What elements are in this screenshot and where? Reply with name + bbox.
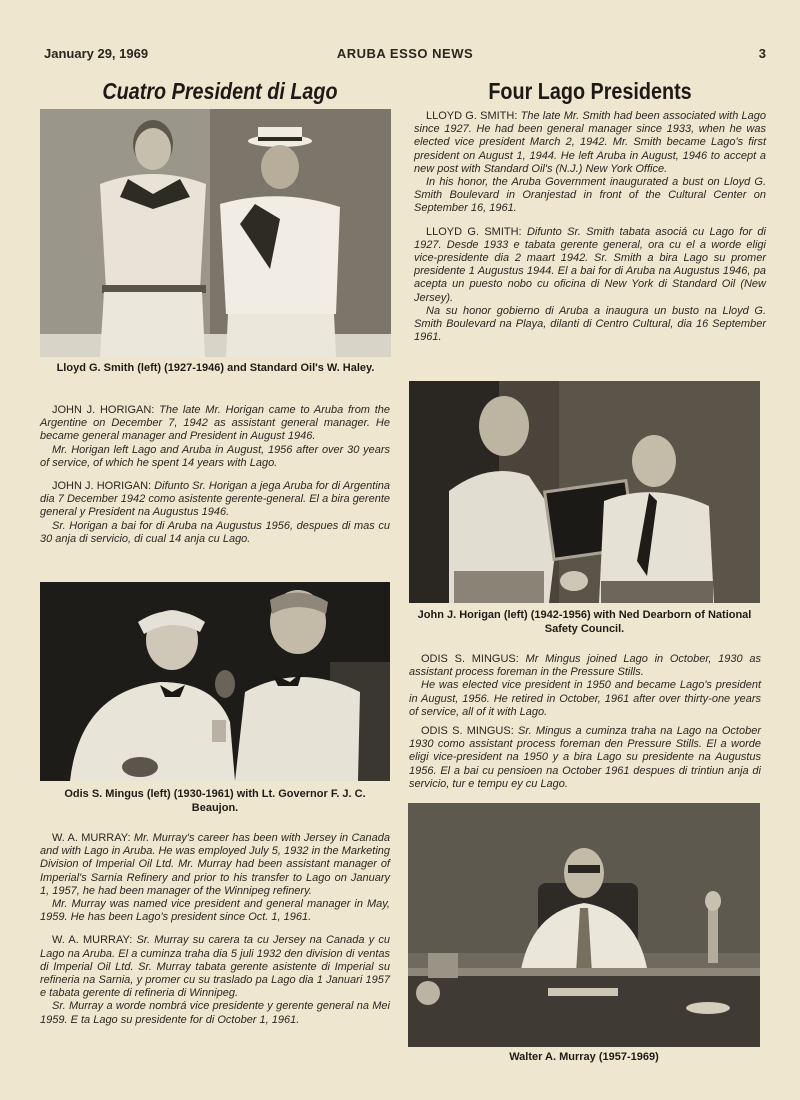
caption-horigan-dearborn: John J. Horigan (left) (1942-1956) with Ned Dearborn of National Safety Council. <box>417 609 752 635</box>
horigan-pap-p2: Sr. Horigan a bai for di Aruba na Augustus 1956, despues di mas cu 30 anja di servicio, di cual 14 anja cu Lago. <box>40 519 390 545</box>
mingus-pap-name: ODIS S. MINGUS: <box>421 725 514 738</box>
article-murray <box>40 832 390 1027</box>
article-smith <box>414 110 766 344</box>
headline-papiamento: Cuatro President di Lago <box>102 78 338 104</box>
horigan-en-p2: Mr. Horigan left Lago and Aruba in August, 1956 after over 30 years of service, of which he spent 14 years with Lago. <box>40 443 390 469</box>
mingus-en-p2: He was elected vice president in 1950 and became Lago's president in August, 1956. He retired in October, 1961 after over thirty-one years of service, all of it with Lago. <box>409 679 761 718</box>
article-mingus <box>409 653 761 791</box>
issue-date: January 29, 1969 <box>44 46 149 61</box>
murray-en-name: W. A. MURRAY: <box>52 832 131 844</box>
publication-title: ARUBA ESSO NEWS <box>336 46 474 61</box>
smith-pap-p2: Na su honor gobierno di Aruba a inaugura un busto na Lloyd G. Smith Boulevard na Playa, dilanti di Centro Cultural, dia 16 September 1961. <box>414 304 766 344</box>
murray-pap-name: W. A. MURRAY: <box>52 934 133 947</box>
smith-en-p2: In his honor, the Aruba Government inaugurated a bust on Lloyd G. Smith Boulevard in Oranjestad in front of the Cultural Center on September 16, 1961. <box>414 176 766 215</box>
mingus-en-p1: Mr Mingus joined Lago in October, 1930 as assistant process foreman in the Pressure Stills. <box>409 653 761 679</box>
photo-smith-haley <box>40 109 391 357</box>
photo-murray <box>408 803 760 1047</box>
horigan-pap-name: JOHN J. HORIGAN: <box>52 480 152 493</box>
caption-murray: Walter A. Murray (1957-1969) <box>509 1051 659 1063</box>
smith-pap-p1: Difunto Sr. Smith tabata asociá cu Lago for di 1927. Desde 1933 e tabata gerente general, ora cu el a worde eligi vice-presidente dia 2 maart 1942. Sr. Smith a bira Lago su promer presidente 1 Augustus 1944. El a bai for di Aruba na Augustus 1946, pa acepta un puesto nobo cu oficina di New York di Standard Oil (New Jersey). <box>414 225 766 304</box>
murray-pap-p2: Sr. Murray a worde nombrá vice presidente y gerente general na Mei 1959. E ta Lago su presidente for di October 1, 1961. <box>40 1000 390 1026</box>
article-horigan <box>40 404 390 546</box>
mingus-pap-p1: Sr. Mingus a cuminza traha na Lago na October 1930 como assistant process foreman den Pressure Stills. El a worde eligi vice-president na 1950 y a bira Lago su presidente na Augustus 1956. El a bai cu pensioen na October 1961 despues di trintiun anja di servicio, tur e tempu ey cu Lago. <box>409 725 761 790</box>
smith-pap-name: LLOYD G. SMITH: <box>426 225 522 238</box>
murray-en-p2: Mr. Murray was named vice president and general manager in May, 1959. He has been Lago's president since Oct. 1, 1961. <box>40 898 390 924</box>
photo-horigan-dearborn <box>409 381 760 603</box>
photo-mingus-beaujon <box>40 582 390 781</box>
page-header <box>44 46 766 64</box>
horigan-en-name: JOHN J. HORIGAN: <box>52 404 155 416</box>
murray-pap-p1: Sr. Murray su carera ta cu Jersey na Canada y cu Lago na Aruba. El a cuminza traha dia 5 juli 1932 den division di ventas di Imperial Oil Ltd. Sr. Murray tabata gerente asistente di Imperial su refineria na Sarnia, y promer cu su traslado pa Lago dia 1 Januari 1957 e tabata gerente di refineria di Winnipeg. <box>40 934 391 1000</box>
mingus-en-name: ODIS S. MINGUS: <box>421 653 519 665</box>
caption-mingus-beaujon: Odis S. Mingus (left) (1930-1961) with Lt. Governor F. J. C. Beaujon. <box>64 788 366 814</box>
headline-english: Four Lago Presidents <box>488 78 692 104</box>
smith-en-name: LLOYD G. SMITH: <box>426 110 518 122</box>
horigan-pap-p1: Difunto Sr. Horigan a jega Aruba for di Argentina dia 7 December 1942 como asistente gerente-general. El a bira gerente general y President na Augustus 1946. <box>40 480 390 519</box>
page-number: 3 <box>758 46 766 61</box>
smith-en-p1: The late Mr. Smith had been associated with Lago since 1927. He had been general manager since 1933, when he was elected vice president March 2, 1942. Mr. Smith became Lago's first president on August 1, 1944. He left Aruba in August, 1946 to accept a new post with Standard Oil's (N.J.) New York Office. <box>414 110 767 175</box>
caption-smith-haley: Lloyd G. Smith (left) (1927-1946) and Standard Oil's W. Haley. <box>56 362 375 374</box>
horigan-en-p1: The late Mr. Horigan came to Aruba from the Argentine on December 7, 1942 as assistant general manager. He became general manager and President in August 1946. <box>40 404 391 443</box>
murray-en-p1: Mr. Murray's career has been with Jersey in Canada and with Lago in Aruba. He was employed July 5, 1932 in the Marketing Division of Imperial Oil Ltd. Mr. Murray had been assistant manager of Imperial's Sarnia Refinery and prior to his transfer to Lago on January 1, 1957, he had been manager of the Winnipeg refinery. <box>40 832 391 897</box>
